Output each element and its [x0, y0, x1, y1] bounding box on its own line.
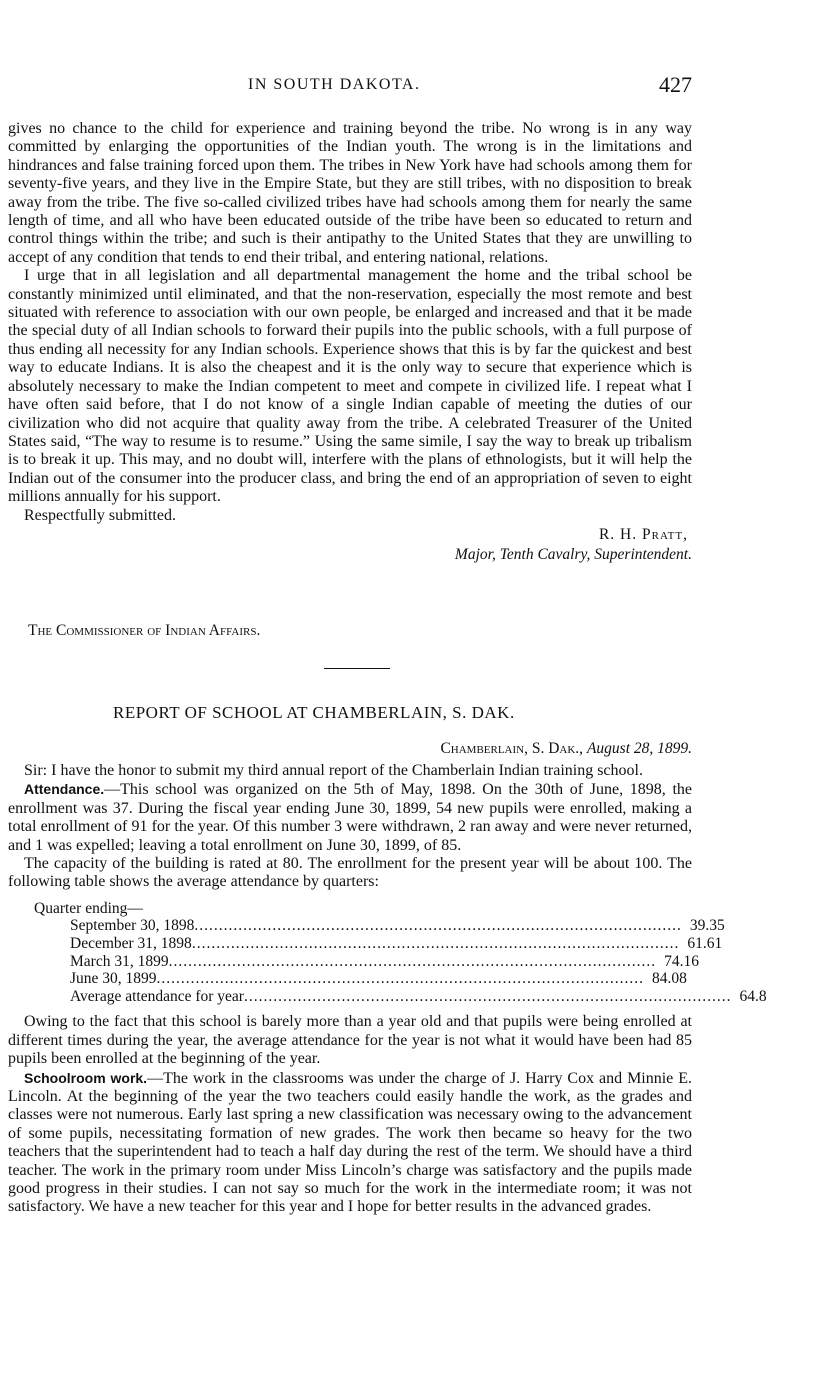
attendance-table	[34, 899, 767, 1006]
paragraph: I urge that in all legislation and all departmental management the home and the tribal school be constantly minimized until eliminated, and that the non-reservation, especially the most remote and best situated with reference to association with our own people, be enlarged and increased and that it be made the special duty of all Indian schools to forward their pupils into the public schools, with a full purpose of thus ending all necessity for any Indian schools. Experience shows that this is by far the quickest and best way to educate Indians. It is also the cheapest and it is the only way to secure that experience which is absolutely necessary to make the Indian competent to meet and compete in civilized life. I repeat what I have often said before, that I do not know of a single Indian capable of meeting the duties of our civilization who did not acquire that quality away from the tribe. A celebrated Treasurer of the United States said, “The way to resume is to resume.” Using the same simile, I say the way to break up tribalism is to break it up. This may, and no doubt will, interfere with the plans of ethnologists, but it will help the Indian out of the consumer into the producer class, and bring the end of an appropriation of seven to eight millions annually for his support.	[8, 267, 692, 506]
dateline-date: August 28, 1899.	[586, 740, 692, 757]
running-title: IN SOUTH DAKOTA.	[248, 76, 421, 93]
attendance-text: —This school was organized on the 5th of May, 1898. On the 30th of June, 1898, the enrollment was 37. During the fiscal year ending June 30, 1899, 54 new pupils were enrolled, making a total enrollment of 91 for the year. Of this number 3 were withdrawn, 2 ran away and were never returned, and 1 was expelled; leaving a total enrollment on June 30, 1899, of 85.	[8, 781, 692, 854]
table-row-value: 84.08	[652, 970, 687, 988]
owing-paragraph: Owing to the fact that this school is barely more than a year old and that pupils were being enrolled at different times during the year, the average attendance for the year is not what it would have been had 85 pupils been enrolled at the beginning of the year.	[8, 1013, 692, 1068]
closing: Respectfully submitted.	[24, 506, 176, 524]
leader-dots: ....................................................................................................	[243, 987, 732, 1005]
table-row	[34, 917, 725, 935]
table-row	[34, 970, 692, 988]
table-row-label: March 31, 1899	[70, 952, 169, 970]
schoolroom-label: Schoolroom work.	[24, 1069, 148, 1086]
paragraph: gives no chance to the child for experience and training beyond the tribe. No wrong is in any way committed by enlarging the opportunities of the Indian youth. The wrong is in the limitations and hindrances and false training forced upon them. The tribes in New York have had schools among them for seventy-five years, and they live in the Empire State, but they are still tribes, with no disposition to break away from the tribe. The five so-called civilized tribes have had schools among them for nearly the same length of time, and all who have been educated outside of the tribe have been so educated to return and control things within the tribe; and such is their antipathy to the United States that they are unwilling to accept of any condition that tends to end their tribal, and entering national, relations.	[8, 120, 692, 266]
table-row-label: Average attendance for year	[70, 987, 244, 1005]
signature-block	[8, 525, 692, 565]
leader-dots: ....................................................................................................	[156, 970, 645, 988]
report-body	[8, 740, 767, 1217]
running-head	[8, 72, 692, 102]
letter-continuation	[8, 120, 692, 565]
attendance-label: Attendance.	[24, 781, 105, 798]
salutation: Sir: I have the honor to submit my third annual report of the Chamberlain Indian training school.	[24, 762, 643, 779]
table-heading: Quarter ending—	[34, 899, 143, 917]
report-heading: REPORT OF SCHOOL AT CHAMBERLAIN, S. DAK.	[113, 703, 515, 722]
capacity-paragraph: The capacity of the building is rated at 80. The enrollment for the present year will be about 100. The following table shows the average attendance by quarters:	[8, 855, 692, 891]
table-row-label: September 30, 1898	[70, 917, 195, 935]
table-row-label: December 31, 1898	[70, 935, 192, 953]
table-row-value: 61.61	[687, 935, 723, 953]
leader-dots: ....................................................................................................	[194, 917, 682, 935]
page-number: 427	[659, 72, 692, 97]
schoolroom-text: —The work in the classrooms was under the charge of J. Harry Cox and Minnie E. Lincoln. At the beginning of the year the two teachers could easily handle the work, as the grades and classes were not numerous. Early last spring a new classification was necessary owing to the advancement of some pupils, necessitating formation of new grades. The work then became so heavy for the two teachers that the superintendent had to teach a half day during the rest of the term. We should have a third teacher. The work in the primary room under Miss Lincoln’s charge was satisfactory and the pupils made good progress in their studies. I can not say so much for the work in the intermediate room; it was not satisfactory. We have a new teacher for this year and I hope for better results in the advanced grades.	[8, 1069, 693, 1216]
table-row-label: June 30, 1899	[70, 970, 157, 988]
table-row	[34, 952, 699, 971]
schoolroom-paragraph	[8, 1069, 692, 1217]
table-row-value: 74.16	[664, 952, 699, 970]
leader-dots: ....................................................................................................	[191, 935, 680, 953]
table-row	[34, 987, 767, 1006]
dateline-place: Chamberlain, S. Dak.,	[440, 740, 584, 757]
table-row	[34, 935, 723, 953]
signature-name: R. H. Pratt,	[598, 525, 688, 543]
table-row-value: 64.8	[739, 987, 767, 1005]
addressee: The Commissioner of Indian Affairs.	[28, 622, 261, 639]
dateline	[8, 740, 692, 758]
table-row-value: 39.35	[689, 917, 725, 935]
section-divider	[324, 668, 390, 669]
leader-dots: ....................................................................................................	[168, 952, 657, 970]
attendance-paragraph	[8, 780, 692, 855]
signature-title: Major, Tenth Cavalry, Superintendent.	[454, 545, 692, 563]
